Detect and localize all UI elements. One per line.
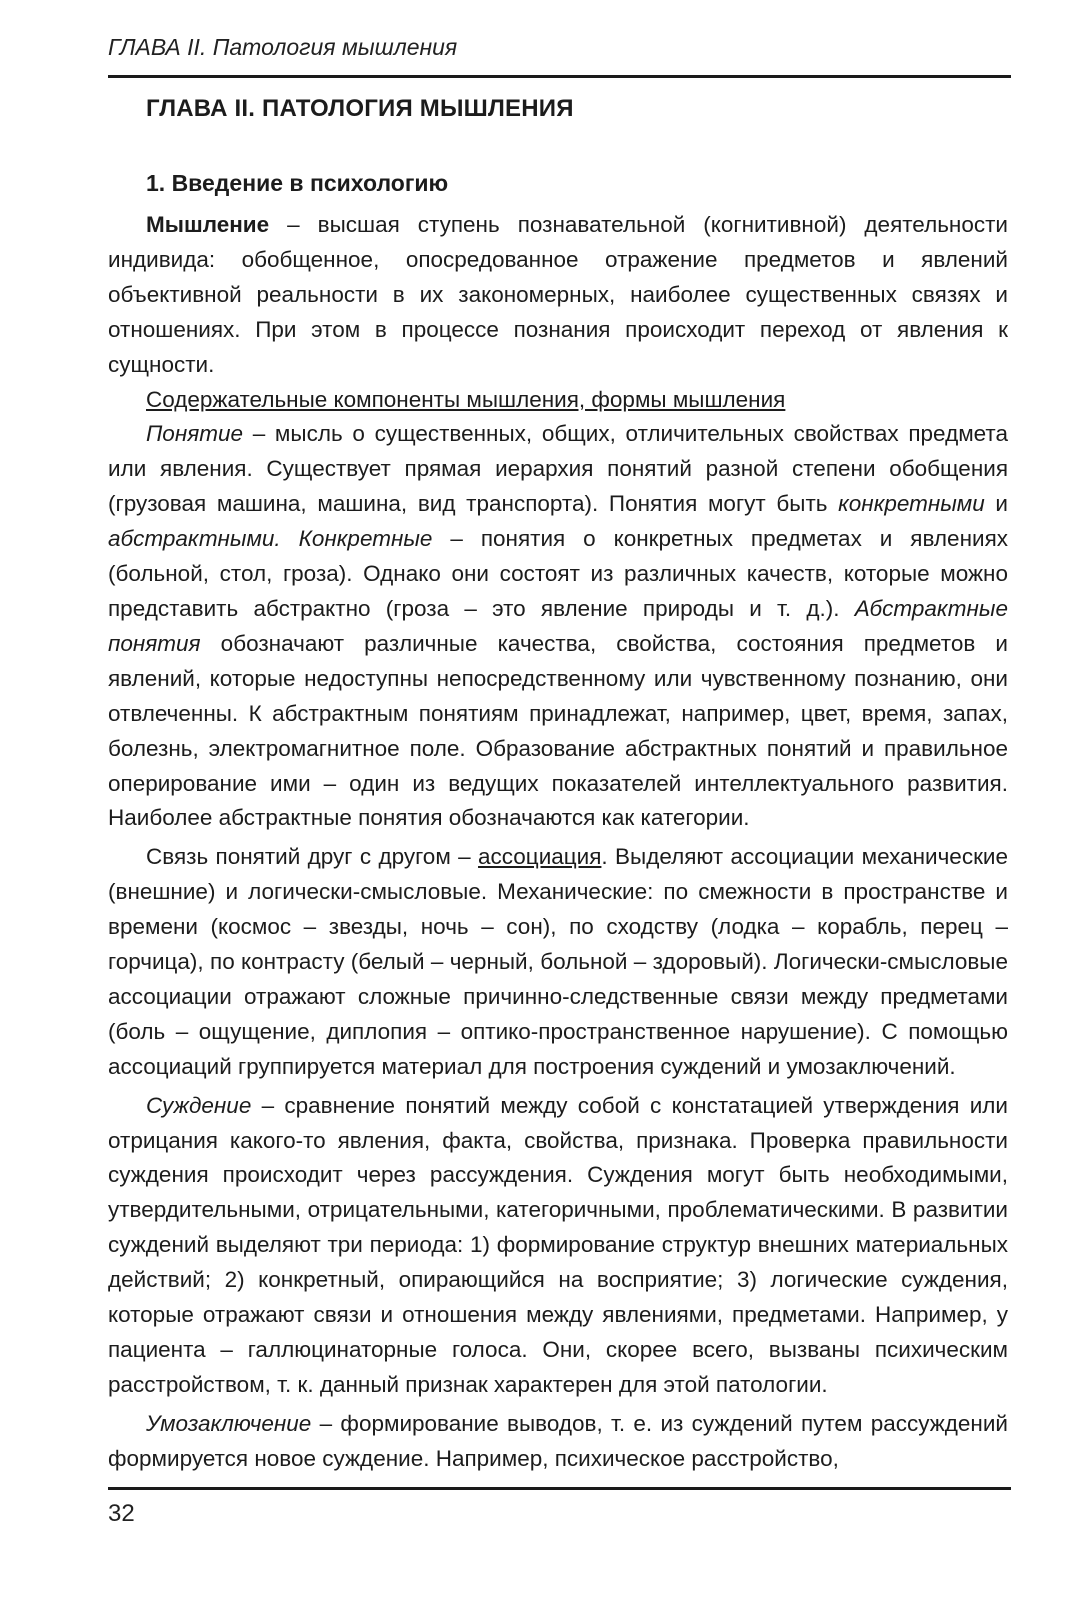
chapter-title: ГЛАВА II. ПАТОЛОГИЯ МЫШЛЕНИЯ	[146, 95, 574, 122]
term-abstract-concepts: Абстрактные понятия	[108, 595, 1008, 656]
term-thinking: Мышление	[146, 212, 270, 237]
term-inference: Умозаключение	[146, 1410, 312, 1436]
paragraph-concept	[108, 417, 1008, 836]
paragraph-inference	[108, 1407, 1008, 1477]
body-text	[108, 208, 1008, 1477]
header-rule	[108, 75, 1011, 78]
subheading-components	[108, 383, 1008, 418]
subheading-text: Содержательные компоненты мышления, формы мышления	[146, 386, 786, 412]
paragraph-text: Связь понятий друг с другом –	[146, 844, 479, 870]
term-judgment: Суждение	[146, 1092, 252, 1118]
paragraph-text: – высшая ступень познавательной (когнитивной) деятельности индивида: обобщенное, опосредованное отражение предметов и явлений объективной реальности в их закономерных, наиболее существенных связях и отношениях. При этом в процессе познания происходит переход от явления к сущности.	[108, 212, 1008, 377]
footer-rule	[108, 1487, 1011, 1490]
paragraph-text: – формирование выводов, т. е. из суждений путем рассуждений формируется новое суждение. Например, психическое расстройство,	[108, 1410, 1008, 1471]
running-head: ГЛАВА II. Патология мышления	[108, 34, 458, 60]
paragraph-judgment	[108, 1089, 1008, 1403]
term-concrete: конкретными	[838, 491, 985, 517]
section-title: 1. Введение в психологию	[146, 170, 449, 196]
paragraph-text: обозначают различные качества, свойства, состояния предметов и явлений, которые недоступны непосредственному или чувственному познанию, они отвлеченны. К абстрактным понятиям принадлежат, например, цвет, время, запах, болезнь, электромагнитное поле. Образование абстрактных понятий и правильное оперирование ими – один из ведущих показателей интеллектуального развития. Наиболее абстрактные понятия обозначаются как категории.	[108, 630, 1008, 831]
term-association: ассоциация	[478, 844, 602, 870]
paragraph-text: – мысль о существенных, общих, отличительных свойствах предмета или явления. Существует прямая иерархия понятий разной степени обобщения (грузовая машина, машина, вид транспорта). Понятия могут быть	[108, 421, 1008, 517]
term-concept: Понятие	[146, 421, 243, 447]
paragraph-text: . Выделяют ассоциации механические (внешние) и логически-смысловые. Механические: по смежности в пространстве и времени (космос – звезды, ночь – сон), по сходству (лодка – корабль, перец – горчица), по контрасту (белый – черный, больной – здоровый). Логически-смысловые ассоциации отражают сложные причинно-следственные связи между предметами (боль – ощущение, диплопия – оптико-пространственное нарушение). С помощью ассоциаций группируется материал для построения суждений и умозаключений.	[108, 844, 1008, 1079]
page-number: 32	[108, 1500, 135, 1527]
paragraph-association	[108, 840, 1008, 1084]
paragraph-text: и	[984, 491, 1008, 517]
term-abstract: абстрактными. Конкретные	[108, 526, 433, 552]
paragraph-thinking	[108, 208, 1008, 383]
paragraph-text: – понятия о конкретных предметах и явлениях (больной, стол, гроза). Однако они состоят из различных качеств, которые можно представить абстрактно (гроза – это явление природы и т. д.).	[108, 526, 1008, 621]
paragraph-text: – сравнение понятий между собой с констатацией утверждения или отрицания какого-то явления, факта, свойства, признака. Проверка правильности суждения происходит через рассуждения. Суждения могут быть необходимыми, утвердительными, отрицательными, категоричными, проблематическими. В развитии суждений выделяют три периода: 1) формирование структур внешних материальных действий; 2) конкретный, опирающийся на восприятие; 3) логические суждения, которые отражают связи и отношения между явлениями, предметами. Например, у пациента – галлюцинаторные голоса. Они, скорее всего, вызваны психическим расстройством, т. к. данный признак характерен для этой патологии.	[108, 1092, 1008, 1397]
